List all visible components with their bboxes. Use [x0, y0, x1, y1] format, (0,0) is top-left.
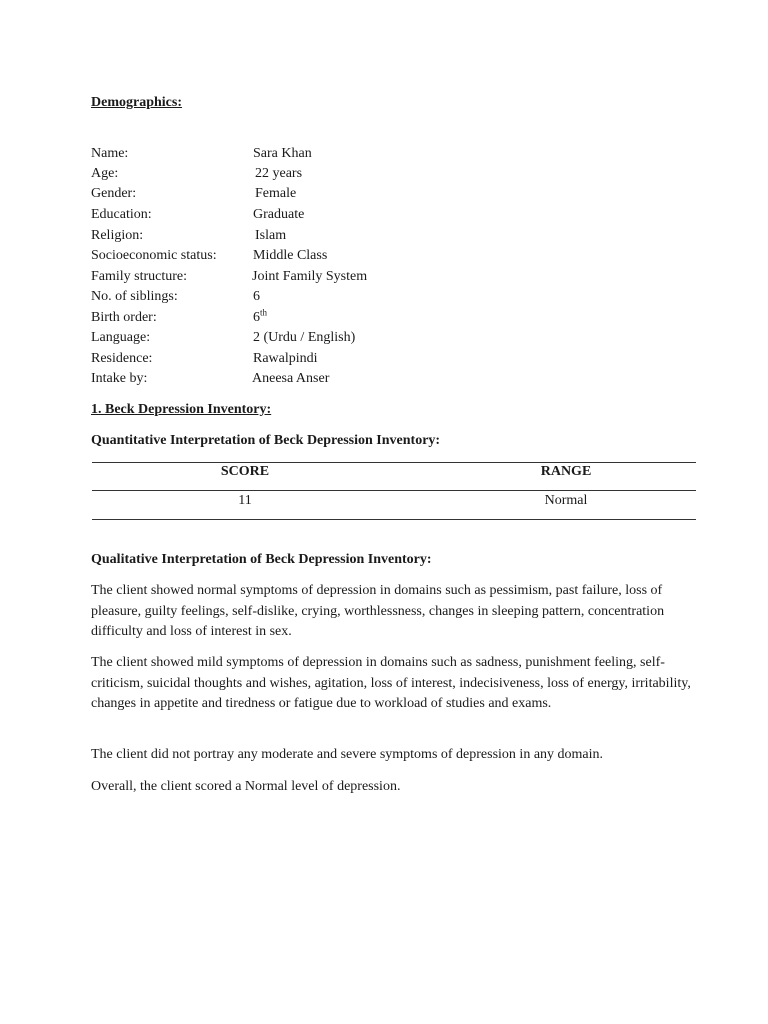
demographic-row-birth-order	[91, 307, 591, 330]
table-bottom-rule	[92, 519, 696, 520]
table-header-range: RANGE	[540, 464, 592, 479]
demographic-row-age	[91, 166, 591, 186]
paragraph-normal-symptoms: The client showed normal symptoms of depression in domains such as pessimism, past failure, loss of pleasure, guilty feelings, self-dislike, crying, worthlessness, changes in sleeping pattern, concentration difficulty and loss of interest in sex.	[91, 583, 665, 640]
demographic-value: 6	[253, 289, 260, 304]
quantitative-heading: Quantitative Interpretation of Beck Depression Inventory:	[91, 433, 441, 448]
demographic-label: Education:	[91, 207, 152, 222]
demographic-row-language	[91, 330, 591, 350]
demographic-row-siblings	[91, 289, 591, 309]
demographic-row-socioeconomic-status	[91, 248, 591, 268]
table-cell-score: 11	[238, 493, 252, 508]
demographic-label: Socioeconomic status:	[91, 248, 217, 263]
table-header-rule	[92, 490, 696, 491]
table-header-score: SCORE	[220, 464, 270, 479]
demographic-value: 22 years	[255, 166, 303, 181]
demographic-row-family-structure	[91, 269, 591, 289]
demographic-label: Family structure:	[91, 269, 188, 284]
demographic-value: Rawalpindi	[253, 351, 318, 366]
table-cell-range: Normal	[544, 493, 588, 508]
bdi-section-heading: 1. Beck Depression Inventory:	[91, 402, 272, 417]
demographic-row-name	[91, 146, 591, 166]
paragraph-no-severe-symptoms: The client did not portray any moderate and severe symptoms of depression in any domain.	[91, 747, 604, 762]
demographic-value: Aneesa Anser	[252, 371, 330, 386]
demographic-value	[253, 307, 268, 326]
demographic-row-gender	[91, 186, 591, 206]
demographic-label: Intake by:	[91, 371, 148, 386]
qualitative-heading: Qualitative Interpretation of Beck Depression Inventory:	[91, 552, 432, 567]
birth-order-number: 6	[253, 310, 260, 325]
demographic-row-residence	[91, 351, 591, 371]
paragraph-overall: Overall, the client scored a Normal level of depression.	[91, 779, 401, 794]
ordinal-suffix: th	[260, 307, 268, 318]
demographic-label: Name:	[91, 146, 129, 161]
table-top-rule	[92, 462, 696, 463]
demographic-label: Residence:	[91, 351, 153, 366]
demographic-value: Graduate	[253, 207, 305, 222]
demographic-row-religion	[91, 228, 591, 248]
demographic-label: Gender:	[91, 186, 137, 201]
paragraph-mild-symptoms: The client showed mild symptoms of depression in domains such as sadness, punishment feeling, self-criticism, suicidal thoughts and wishes, agitation, loss of interest, indecisiveness, loss of energy, irritability, changes in appetite and tiredness or fatigue due to workload of studies and exams.	[91, 655, 691, 712]
demographic-row-education	[91, 207, 591, 227]
demographic-value: Middle Class	[253, 248, 328, 263]
demographic-label: Age:	[91, 166, 119, 181]
demographic-value: 2 (Urdu / English)	[253, 330, 356, 345]
demographics-heading: Demographics:	[91, 95, 182, 110]
demographic-value: Sara Khan	[253, 146, 312, 161]
demographic-label: Language:	[91, 330, 151, 345]
demographic-label: Religion:	[91, 228, 144, 243]
demographic-label: Birth order:	[91, 310, 157, 325]
demographic-value: Joint Family System	[252, 269, 368, 284]
demographic-row-intake-by	[91, 371, 591, 391]
demographic-label: No. of siblings:	[91, 289, 178, 304]
demographic-value: Islam	[255, 228, 287, 243]
demographic-value: Female	[255, 186, 297, 201]
